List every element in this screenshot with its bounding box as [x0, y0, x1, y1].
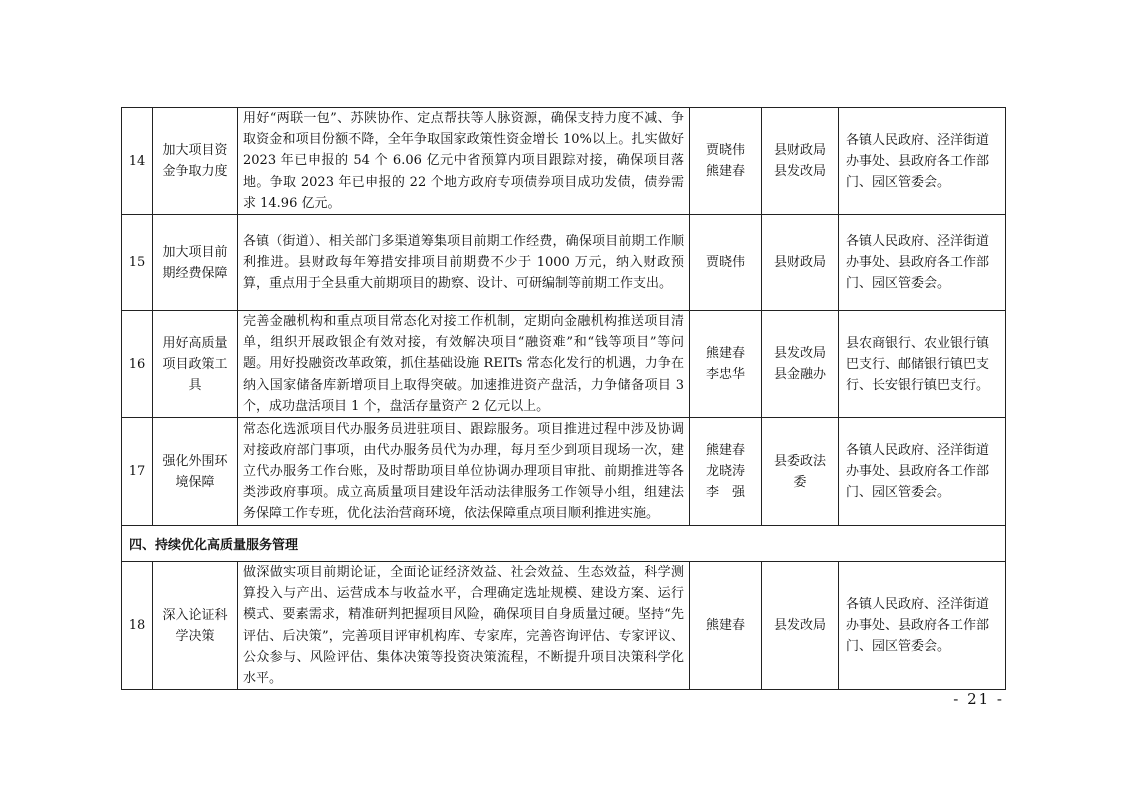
section-title: 四、持续优化高质量服务管理: [122, 526, 1006, 562]
lead-unit: 县财政局: [762, 215, 839, 311]
task-name: 加大项目资金争取力度: [153, 108, 238, 215]
cooperating-units: 各镇人民政府、泾洋街道办事处、县政府各工作部门、园区管委会。: [839, 215, 1006, 311]
task-content: 完善金融机构和重点项目常态化对接工作机制，定期向金融机构推送项目清单，组织开展政银企有效对接，有效解决项目“融资难”和“钱等项目”等问题。用好投融资改革政策，抓住基础设施 REITs 常态化发行的机遇，力争在纳入国家储备库新增项目上取得突破。加速推进资产盘活，力争储备项目 3 个，成功盘活项目 1 个，盘活存量资产 2 亿元以上。: [238, 311, 690, 418]
task-name: 强化外围环境保障: [153, 418, 238, 526]
responsible-leader: 贾晓伟 熊建春: [690, 108, 762, 215]
task-content: 常态化选派项目代办服务员进驻项目、跟踪服务。项目推进过程中涉及协调对接政府部门事项，由代办服务员代为办理，每月至少到项目现场一次，建立代办服务工作台账，及时帮助项目单位协调办理项目审批、前期推进等各类涉政府事项。成立高质量项目建设年活动法律服务工作领导小组，组建法务保障工作专班，优化法治营商环境，依法保障重点项目顺利推进实施。: [238, 418, 690, 526]
task-name: 用好高质量项目政策工具: [153, 311, 238, 418]
row-number: 16: [122, 311, 153, 418]
table-row: [122, 215, 1006, 311]
table-row: [122, 108, 1006, 215]
task-content: 各镇（街道）、相关部门多渠道筹集项目前期工作经费，确保项目前期工作顺利推进。县财政每年筹措安排项目前期费不少于 1000 万元，纳入财政预算，重点用于全县重大前期项目的勘察、设计、可研编制等前期工作支出。: [238, 215, 690, 311]
table-row: [122, 562, 1006, 690]
row-number: 14: [122, 108, 153, 215]
table-row: [122, 418, 1006, 526]
task-name: 加大项目前期经费保障: [153, 215, 238, 311]
responsible-leader: 熊建春: [690, 562, 762, 690]
task-name: 深入论证科学决策: [153, 562, 238, 690]
row-number: 17: [122, 418, 153, 526]
page-number: - 21 -: [953, 690, 1004, 708]
responsible-leader: 贾晓伟: [690, 215, 762, 311]
lead-unit: 县发改局: [762, 562, 839, 690]
cooperating-units: 县农商银行、农业银行镇巴支行、邮储银行镇巴支行、长安银行镇巴支行。: [839, 311, 1006, 418]
section-header-row: [122, 526, 1006, 562]
cooperating-units: 各镇人民政府、泾洋街道办事处、县政府各工作部门、园区管委会。: [839, 418, 1006, 526]
task-content: 做深做实项目前期论证，全面论证经济效益、社会效益、生态效益，科学测算投入与产出、运营成本与收益水平，合理确定选址规模、建设方案、运行模式、要素需求，精准研判把握项目风险，确保项目自身质量过硬。坚持“先评估、后决策”，完善项目评审机构库、专家库，完善咨询评估、专家评议、公众参与、风险评估、集体决策等投资决策流程，不断提升项目决策科学化水平。: [238, 562, 690, 690]
table-row: [122, 311, 1006, 418]
responsible-leader: 熊建春 李忠华: [690, 311, 762, 418]
row-number: 18: [122, 562, 153, 690]
lead-unit: 县发改局县金融办: [762, 311, 839, 418]
task-table: [121, 107, 1006, 690]
responsible-leader: 熊建春 龙晓涛 李 强: [690, 418, 762, 526]
row-number: 15: [122, 215, 153, 311]
task-content: 用好“两联一包”、苏陕协作、定点帮扶等人脉资源，确保支持力度不减、争取资金和项目份额不降，全年争取国家政策性资金增长 10%以上。扎实做好 2023 年已申报的 54 个 6.06 亿元中省预算内项目跟踪对接，确保项目落地。争取 2023 年已申报的 22 个地方政府专项债券项目成功发债，债券需求 14.96 亿元。: [238, 108, 690, 215]
cooperating-units: 各镇人民政府、泾洋街道办事处、县政府各工作部门、园区管委会。: [839, 562, 1006, 690]
lead-unit: 县财政局县发改局: [762, 108, 839, 215]
cooperating-units: 各镇人民政府、泾洋街道办事处、县政府各工作部门、园区管委会。: [839, 108, 1006, 215]
lead-unit: 县委政法委: [762, 418, 839, 526]
